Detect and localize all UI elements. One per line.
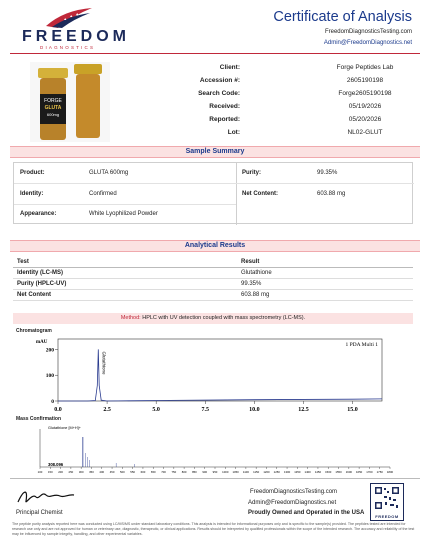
mass-tick-label: 700 (161, 470, 166, 474)
table-row (13, 279, 413, 290)
brand-logo: FREEDOM (22, 28, 130, 45)
x-tick-label: 7.5 (201, 407, 210, 413)
client-label: Client: (219, 64, 240, 71)
chemist-title: Principal Chemist (16, 510, 63, 516)
mass-tick-label: 200 (58, 470, 63, 474)
client-label: Reported: (209, 116, 240, 123)
mass-tick-label: 100 (37, 470, 43, 474)
mass-tick-label: 1200 (263, 470, 270, 474)
mass-peak-name: Glutathione [M+H]+ (48, 426, 81, 430)
appearance-label: Appearance: (20, 211, 57, 217)
vial-label-3: 600mg (46, 112, 60, 117)
mass-tick-label: 950 (212, 470, 218, 474)
table-row (13, 268, 413, 279)
results-head-result: Result (241, 259, 260, 265)
brand-sub: DIAGNOSTICS (40, 45, 96, 50)
mass-tick-label: 1600 (345, 470, 352, 474)
chromatogram-chart (30, 337, 390, 415)
client-value: 2605190198 (346, 77, 384, 84)
vial-photo (30, 62, 110, 142)
footer-proud: Proudly Owned and Operated in the USA (248, 510, 365, 516)
mass-tick-label: 1700 (366, 470, 373, 474)
mass-tick-label: 250 (68, 470, 74, 474)
y-tick-label: 100 (45, 373, 54, 380)
flag-swoosh-icon (44, 6, 94, 30)
client-label: Received: (209, 103, 240, 110)
y-unit-label: mAU (36, 340, 48, 345)
result-test: Identity (LC-MS) (17, 270, 63, 276)
chromatogram-heading: Chromatogram (16, 328, 52, 334)
purity-label: Purity: (242, 170, 262, 176)
mass-tick-label: 500 (120, 470, 125, 474)
client-label: Lot: (227, 129, 240, 136)
mass-heading: Mass Confirmation (16, 416, 62, 422)
identity-label: Identity: (20, 191, 44, 197)
results-head-test: Test (17, 259, 29, 265)
qr-code-icon (371, 484, 403, 512)
mass-tick-label: 1050 (232, 470, 239, 474)
mass-tick-label: 600 (140, 470, 146, 474)
mass-tick-label: 650 (150, 470, 156, 474)
result-test: Purity (HPLC-UV) (17, 281, 67, 287)
x-tick-label: 2.5 (103, 407, 111, 413)
qr-code[interactable] (370, 483, 404, 521)
header-website[interactable]: FreedomDiagnosticsTesting.com (324, 29, 412, 35)
mass-tick-label: 1450 (314, 470, 322, 474)
mass-tick-label: 1650 (356, 470, 363, 474)
method-label: Method: (120, 315, 141, 321)
client-value: 05/20/2026 (348, 116, 382, 123)
net-content-value: 603.88 mg (317, 191, 346, 197)
peak-label: Glutathione (101, 351, 107, 375)
mass-tick-label: 350 (89, 470, 94, 474)
result-value: 603.88 mg (241, 292, 270, 298)
purity-value: 99.35% (317, 170, 338, 176)
x-tick-label: 10.0 (249, 407, 260, 413)
mass-tick-label: 1500 (325, 470, 332, 474)
header-email[interactable]: Admin@FreedomDiagnostics.net (323, 40, 412, 46)
identity-value: Confirmed (89, 191, 117, 197)
mass-tick-label: 1150 (253, 470, 260, 474)
result-test: Net Content (17, 292, 51, 298)
mass-tick-label: 1800 (386, 470, 394, 474)
mass-main-peak-label: 308.096 (48, 462, 64, 467)
mass-tick-label: 1300 (283, 470, 291, 474)
y-tick-label: 0 (51, 399, 54, 405)
analytical-results-bar: Analytical Results (10, 240, 420, 252)
qr-brand: FREEDOM (375, 514, 399, 519)
product-value: GLUTA 600mg (89, 170, 129, 176)
mass-tick-label: 1550 (335, 470, 342, 474)
header-divider (10, 53, 420, 54)
mass-tick-label: 150 (47, 470, 53, 474)
vial-label-1: FORGE (44, 98, 62, 104)
mass-tick-label: 1250 (273, 470, 280, 474)
mass-tick-label: 1000 (222, 470, 229, 474)
client-value: Forge Peptides Lab (336, 64, 394, 71)
mass-tick-label: 450 (109, 470, 115, 474)
client-value: Forge2605190198 (338, 90, 392, 97)
result-value: Glutathione (241, 270, 272, 276)
mass-tick-label: 850 (192, 470, 197, 474)
summary-table (13, 162, 413, 224)
table-row (13, 290, 413, 301)
x-tick-label: 12.5 (298, 407, 309, 413)
net-content-label: Net Content: (242, 191, 278, 197)
x-tick-label: 0.0 (54, 407, 62, 413)
product-label: Product: (20, 170, 45, 176)
page-title: Certificate of Analysis (273, 9, 412, 25)
footer-website[interactable]: FreedomDiagnosticsTesting.com (250, 489, 338, 495)
mass-tick-label: 300 (78, 470, 84, 474)
sample-summary-bar: Sample Summary (10, 146, 420, 158)
client-label: Accession #: (199, 77, 240, 84)
mass-tick-label: 1100 (242, 470, 249, 474)
legend-label: 1 PDA Multi 1 (345, 342, 378, 348)
vial-label-2: GLUTA (44, 105, 62, 111)
y-tick-label: 200 (45, 347, 54, 354)
mass-tick-label: 1750 (376, 470, 383, 474)
x-tick-label: 15.0 (347, 407, 358, 413)
mass-tick-label: 1400 (304, 470, 311, 474)
mass-tick-label: 550 (130, 470, 135, 474)
signature (16, 487, 76, 507)
results-header-row (13, 257, 413, 268)
mass-tick-label: 750 (171, 470, 177, 474)
mass-tick-label: 800 (181, 470, 187, 474)
footer-divider (10, 478, 420, 479)
mass-tick-label: 1350 (294, 470, 301, 474)
client-value: 05/19/2026 (348, 103, 382, 110)
x-tick-label: 5.0 (152, 407, 160, 413)
disclaimer: The peptide purity analysis reported here was conducted using LC/MS/MS under standard laboratory conditions. This analysis is intended for informational purposes only and is specific to the sample(s) provided. The peptides tested are intended for research use only and are not approved for human or veterinary use, diagnostic, therapeutic, or clinical applications. Results should be interpreted by qualified professionals within the scope of the intended research. The accuracy and reliability of the test may be influenced by sample integrity, handling, and other experimental variables. (12, 522, 415, 536)
footer-email[interactable]: Admin@FreedomDiagnostics.net (248, 500, 337, 506)
client-value: NL02-GLUT (347, 129, 383, 136)
mass-tick-label: 900 (202, 470, 208, 474)
appearance-value: White Lyophilized Powder (89, 211, 158, 217)
mass-spectrum (28, 423, 396, 475)
method-text: HPLC with UV detection coupled with mass spectrometry (LC-MS). (142, 315, 306, 321)
client-label: Search Code: (198, 90, 240, 97)
mass-tick-label: 400 (99, 470, 105, 474)
result-value: 99.35% (241, 281, 262, 287)
method-bar (13, 313, 413, 324)
